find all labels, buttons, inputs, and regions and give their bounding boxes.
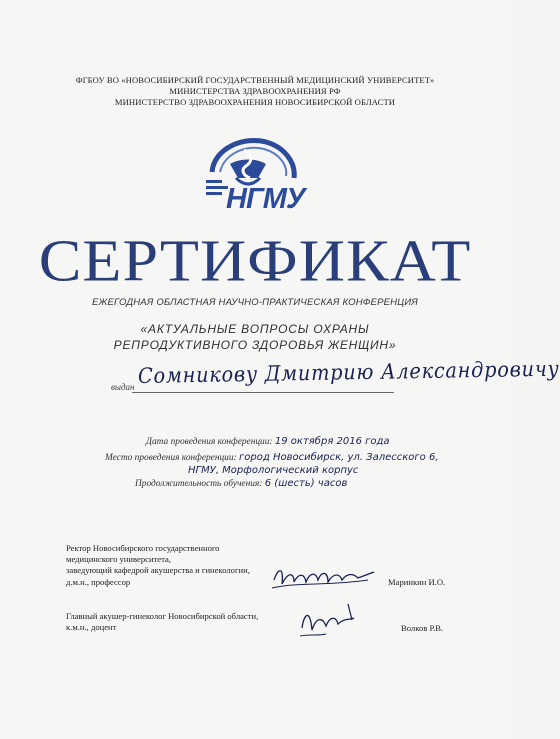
place-value-line1: город Новосибирск, ул. Залесского 6, bbox=[239, 452, 439, 463]
signatory-1-title-line: Ректор Новосибирского государственного bbox=[66, 543, 220, 553]
signatory-1-title bbox=[66, 543, 250, 588]
place-row bbox=[105, 452, 439, 463]
place-label: Место проведения конференции: bbox=[105, 453, 237, 463]
recipient-name: Сомникову Дмитрию Александровичу bbox=[137, 356, 560, 388]
certificate-title: СЕРТИФИКАТ bbox=[38, 227, 472, 294]
header-ministry-region: МИНИСТЕРСТВО ЗДРАВООХРАНЕНИЯ НОВОСИБИРСКОЙ ОБЛАСТИ bbox=[114, 97, 396, 107]
signatory-1-name: Маринкин И.О. bbox=[388, 577, 446, 587]
header-ministry-rf: МИНИСТЕРСТВА ЗДРАВООХРАНЕНИЯ РФ bbox=[169, 86, 341, 96]
conference-subtitle: ЕЖЕГОДНАЯ ОБЛАСТНАЯ НАУЧНО-ПРАКТИЧЕСКАЯ КОНФЕРЕНЦИЯ bbox=[92, 297, 418, 308]
ngmu-logo bbox=[200, 136, 312, 220]
date-row bbox=[146, 436, 390, 447]
signatory-1-title-line: заведующий кафедрой акушерства и гинекологии, bbox=[66, 565, 250, 576]
signatory-2-name: Волков Р.В. bbox=[401, 623, 444, 633]
signatory-1-title-line: д.м.н., профессор bbox=[66, 576, 131, 587]
date-value: 19 октября 2016 года bbox=[274, 436, 390, 447]
svg-text:НГМУ: НГМУ bbox=[226, 183, 305, 215]
date-label: Дата проведения конференции: bbox=[146, 437, 273, 447]
signatory-2-title-line: Главный акушер-гинеколог Новосибирской области, bbox=[66, 611, 259, 621]
signatory-2-title-line: к.м.н., доцент bbox=[66, 622, 117, 633]
duration-row bbox=[135, 478, 347, 489]
signature-1 bbox=[268, 558, 380, 598]
header-university: ФГБОУ ВО «НОВОСИБИРСКИЙ ГОСУДАРСТВЕННЫЙ МЕДИЦИНСКИЙ УНИВЕРСИТЕТ» bbox=[75, 75, 435, 85]
duration-value: 6 (шесть) часов bbox=[264, 478, 348, 489]
signatory-2-title bbox=[66, 611, 258, 633]
issued-label: выдан bbox=[111, 382, 135, 392]
conference-theme-line2: РЕПРОДУКТИВНОГО ЗДОРОВЬЯ ЖЕНЩИН» bbox=[113, 338, 397, 352]
recipient-underline bbox=[132, 392, 394, 393]
signature-2 bbox=[292, 598, 376, 642]
signatory-1-title-line: медицинского университета, bbox=[66, 554, 171, 565]
duration-label: Продолжительность обучения: bbox=[135, 479, 263, 489]
conference-theme-line1: «АКТУАЛЬНЫЕ ВОПРОСЫ ОХРАНЫ bbox=[140, 322, 370, 336]
place-value-line2: НГМУ, Морфологический корпус bbox=[188, 465, 359, 476]
